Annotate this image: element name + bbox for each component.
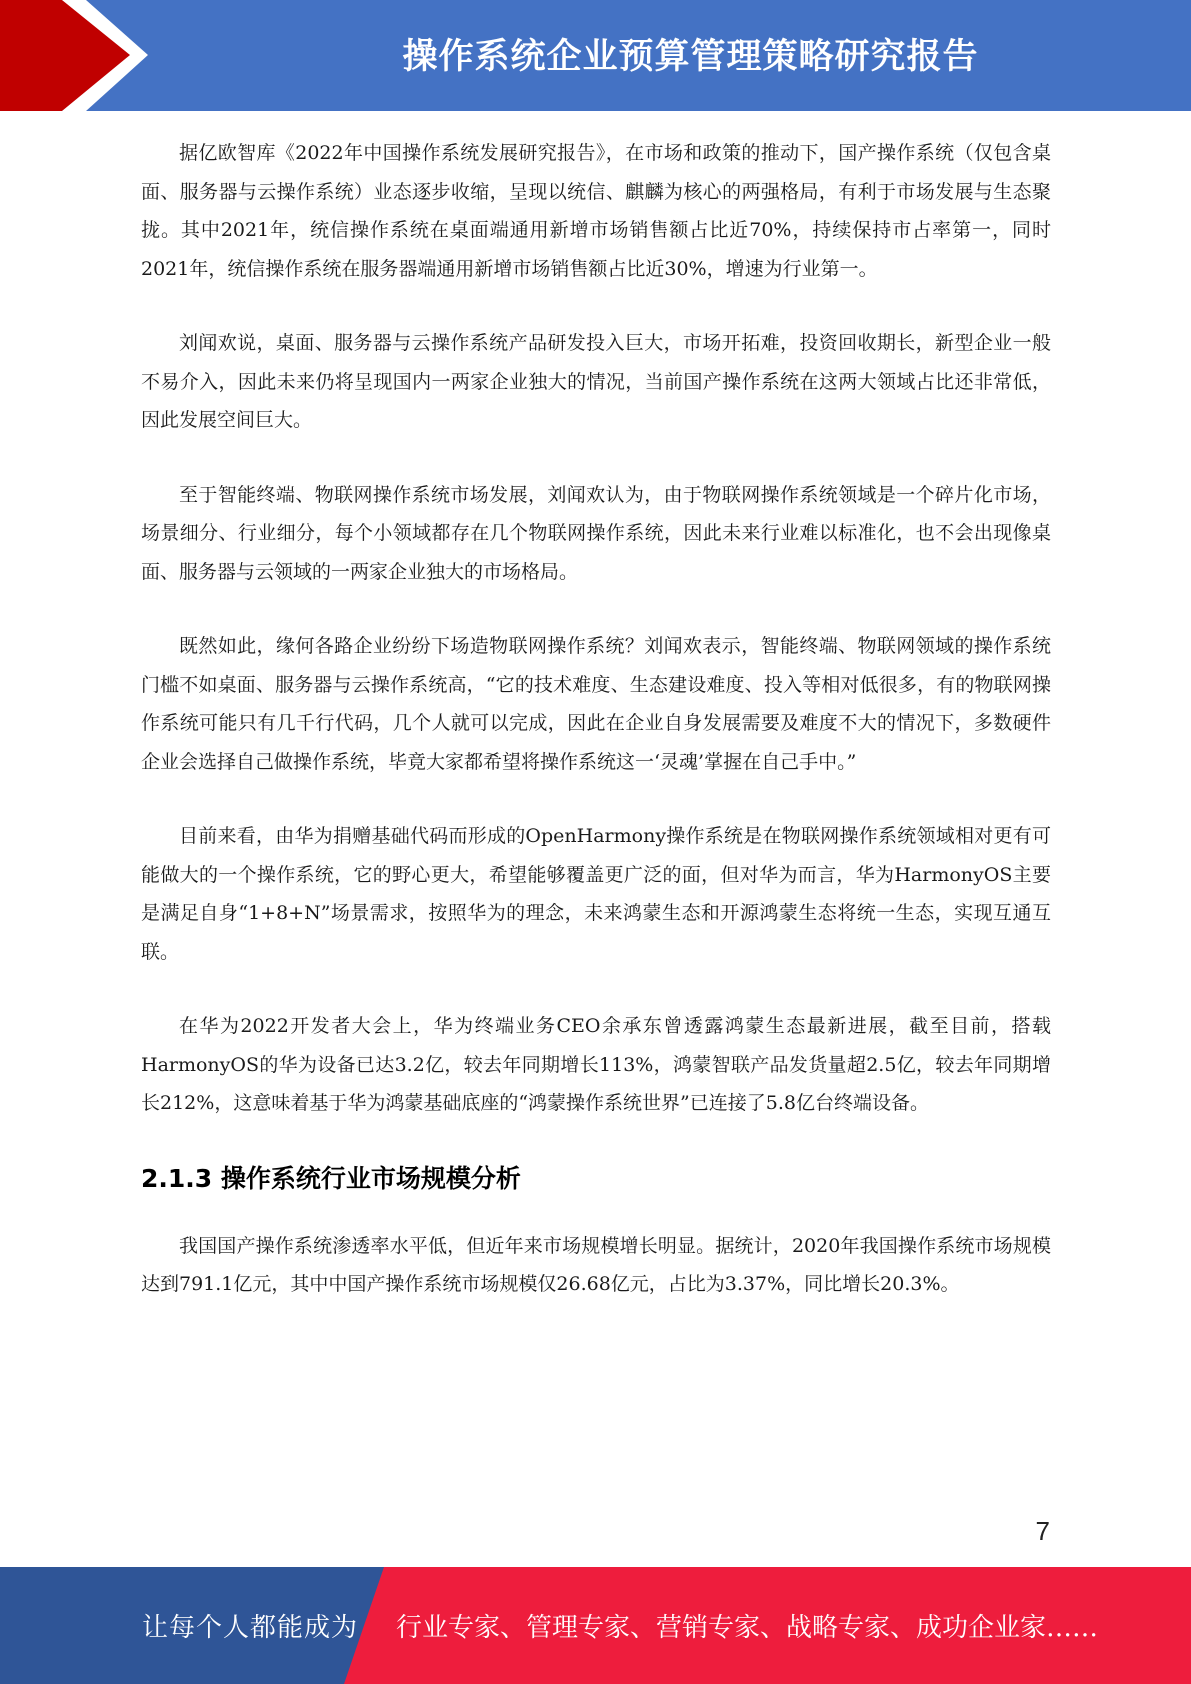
- section-heading: 2.1.3 操作系统行业市场规模分析: [141, 1163, 521, 1193]
- page-header: [0, 0, 1191, 111]
- footer-slogan-left: 让每个人都能成为: [142, 1613, 359, 1643]
- paragraph-6: 在华为2022开发者大会上，华为终端业务CEO余承东曾透露鸿蒙生态最新进展，截至目前，搭载HarmonyOS的华为设备已达3.2亿，较去年同期增长113%，鸿蒙智联产品发货量超2.5亿，较去年同期增长212%，这意味着基于华为鸿蒙基础底座的“鸿蒙操作系统世界”已连接了5.8亿台终端设备。: [141, 1015, 1051, 1114]
- page-footer: [0, 1567, 1191, 1684]
- paragraph-2: 刘闻欢说，桌面、服务器与云操作系统产品研发投入巨大，市场开拓难，投资回收期长，新型企业一般不易介入，因此未来仍将呈现国内一两家企业独大的情况，当前国产操作系统在这两大领域占比还非常低，因此发展空间巨大。: [141, 332, 1051, 431]
- section-paragraph: 我国国产操作系统渗透率水平低，但近年来市场规模增长明显。据统计，2020年我国操作系统市场规模达到791.1亿元，其中中国产操作系统市场规模仅26.68亿元，占比为3.37%，同比增长20.3%。: [141, 1234, 1051, 1295]
- document-body: [141, 134, 1051, 1340]
- paragraph-1: 据亿欧智库《2022年中国操作系统发展研究报告》，在市场和政策的推动下，国产操作系统（仅包含桌面、服务器与云操作系统）业态逐步收缩，呈现以统信、麒麟为核心的两强格局，有利于市场发展与生态聚拢。其中2021年，统信操作系统在桌面端通用新增市场销售额占比近70%，持续保持市占率第一，同时2021年，统信操作系统在服务器端通用新增市场销售额占比近30%，增速为行业第一。: [141, 142, 1051, 280]
- footer-slogan-right: 行业专家、管理专家、营销专家、战略专家、成功企业家……: [396, 1613, 1099, 1643]
- paragraph-3: 至于智能终端、物联网操作系统市场发展，刘闻欢认为，由于物联网操作系统领域是一个碎片化市场，场景细分、行业细分，每个小领域都存在几个物联网操作系统，因此未来行业难以标准化，也不会出现像桌面、服务器与云领域的一两家企业独大的市场格局。: [141, 483, 1051, 583]
- page-title: 操作系统企业预算管理策略研究报告: [402, 37, 979, 77]
- paragraph-5: 目前来看，由华为捐赠基础代码而形成的OpenHarmony操作系统是在物联网操作系统领域相对更有可能做大的一个操作系统，它的野心更大，希望能够覆盖更广泛的面，但对华为而言，华为HarmonyOS主要是满足自身“1+8+N”场景需求，按照华为的理念，未来鸿蒙生态和开源鸿蒙生态将统一生态，实现互通互联。: [141, 825, 1051, 963]
- paragraph-4: 既然如此，缘何各路企业纷纷下场造物联网操作系统？刘闻欢表示，智能终端、物联网领域的操作系统门槛不如桌面、服务器与云操作系统高，“它的技术难度、生态建设难度、投入等相对低很多，有的物联网操作系统可能只有几千行代码，几个人就可以完成，因此在企业自身发展需要及难度不大的情况下，多数硬件企业会选择自己做操作系统，毕竟大家都希望将操作系统这一‘灵魂’掌握在自己手中。”: [141, 635, 1051, 773]
- page-number: 7: [1035, 1516, 1050, 1546]
